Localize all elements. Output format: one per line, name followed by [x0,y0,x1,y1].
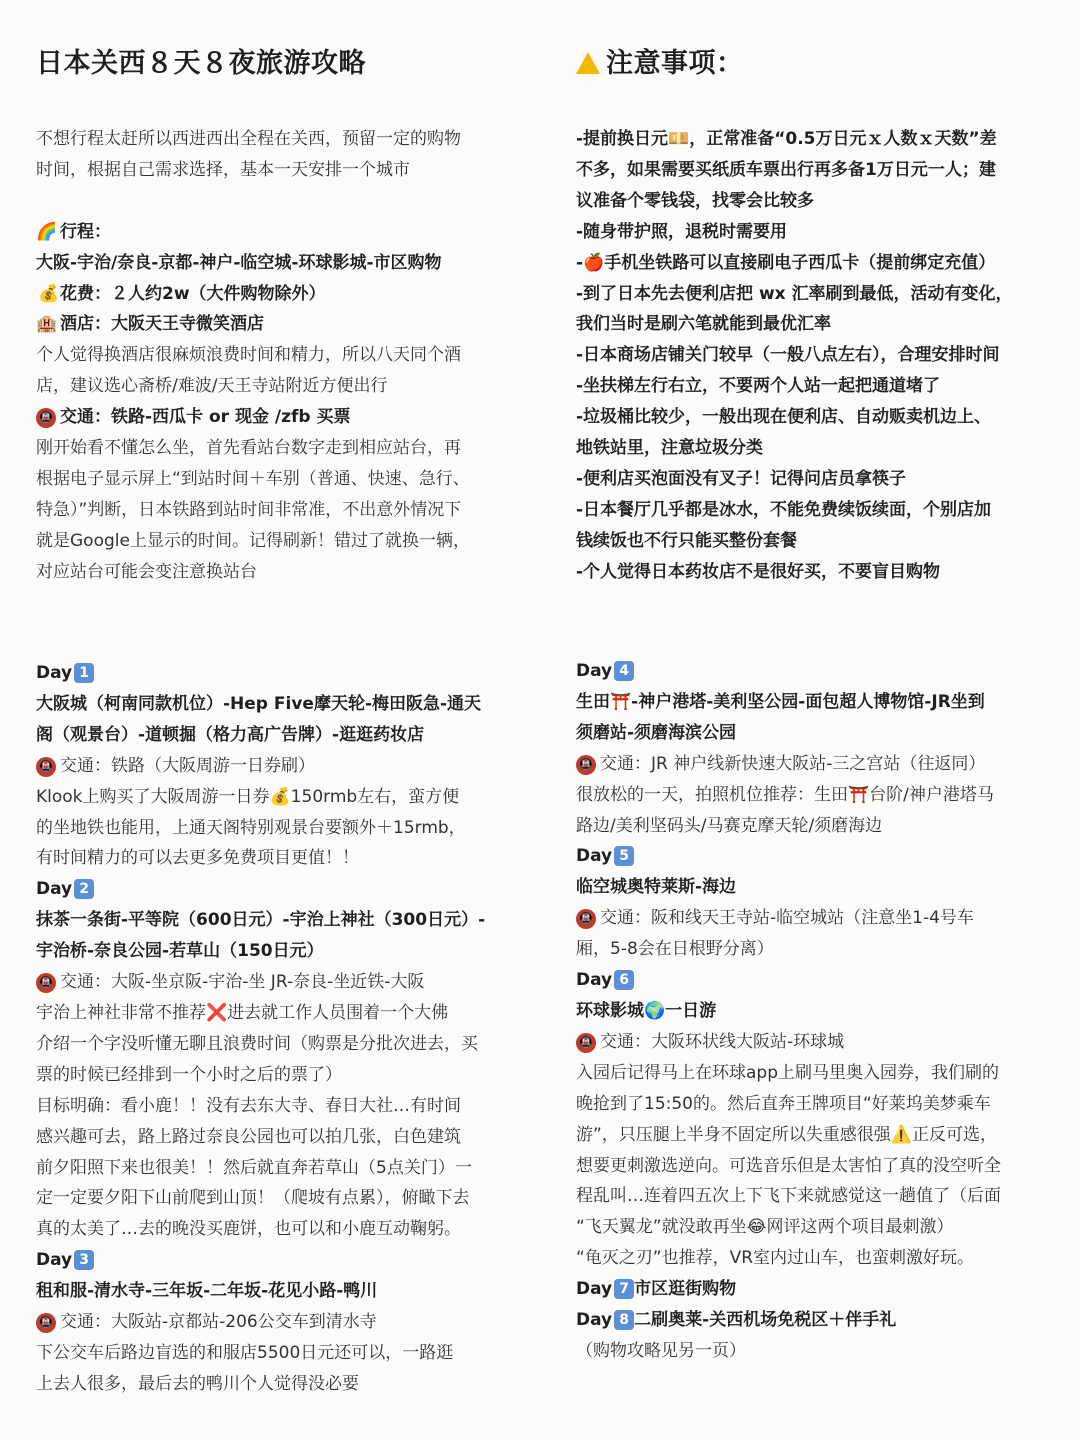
note-line: -随身带护照，退税时需要用 [576,221,788,242]
rainbow-icon: 🌈 [36,221,58,242]
day-2-transport: 🚇 交通：大阪-坐京阪-宇治-坐 JR-奈良-坐近铁-大阪 [36,967,516,998]
itinerary-transport: 🚇 交通：铁路-西瓜卡 or 现金 /zfb 买票 [36,402,516,433]
day-5-transport: 🚇 交通：阪和线天王寺站-临空城站（注意坐1-4号车 [576,903,1052,934]
day-number-badge: 1 [74,663,94,683]
hotel-note: 店，建议选心斋桥/难波/天王寺站附近方便出行 [36,376,388,397]
transport-note: 刚开始看不懂怎么坐，首先看站台数字走到相应站台，再 [36,438,461,459]
day-2-note: 真的太美了…去的晚没买鹿饼，也可以和小鹿互动鞠躬。 [36,1219,461,1240]
note-line: 议准备个零钱袋，找零会比较多 [576,190,814,211]
day-4-route: 须磨站-须磨海滨公园 [576,722,737,743]
day-6-route: 环球影城🌍一日游 [576,1000,717,1021]
day-6-note: “龟灭之刃”也推荐，VR室内过山车，也蛮刺激好玩。 [576,1248,975,1269]
note-line: -个人觉得日本药妆店不是很好买，不要盲目购物 [576,561,941,582]
right-bottom-column [576,656,1052,1367]
transport-note: 就是Google上显示的时间。记得刷新！错过了就换一辆， [36,530,470,551]
day-4-route: 生田⛩️-神户港塔-美利坚公园-面包超人博物馆-JR坐到 [576,691,985,712]
train-icon: 🚇 [36,973,56,993]
train-icon: 🚇 [576,755,596,775]
day-6-note: 晚抢到了15:50的。然后直奔王牌项目“好莱坞美梦乘车 [576,1093,991,1114]
hotel-icon: 🏨 [36,314,58,335]
day-number-badge: 6 [614,970,634,990]
day-1-note: 的坐地铁也能用，上通天阁特别观景台要额外＋15rmb， [36,817,466,838]
day-5-heading: Day 5 [576,841,1052,872]
day-3-note: 上去人很多，最后去的鸭川个人觉得没必要 [36,1373,359,1394]
day-number-badge: 8 [614,1310,634,1330]
day-8-note: （购物攻略见另一页） [576,1340,746,1361]
itinerary-cost: 💰花费：２人约2w（大件购物除外） [36,279,516,310]
day-2-note: 定一定要夕阳下山前爬到山顶！（爬坡有点累），俯瞰下去 [36,1188,470,1209]
left-bottom-column [36,658,516,1400]
intro-line: 不想行程太赶所以西进西出全程在关西，预留一定的购物 [36,129,461,149]
day-3-note: 下公交车后路边盲选的和服店5500日元还可以，一路逛 [36,1342,454,1363]
day-number-badge: 5 [614,846,634,866]
train-icon: 🚇 [36,408,56,428]
note-line: 地铁站里，注意垃圾分类 [576,438,763,459]
train-icon: 🚇 [576,1033,596,1053]
train-icon: 🚇 [576,909,596,929]
day-4-note: 路边/美利坚码头/马赛克摩天轮/须磨海边 [576,815,883,836]
day-6-note: 入园后记得马上在环球app上刷马里奥入园券，我们刷的 [576,1062,999,1083]
note-line: -日本餐厅几乎都是冰水，不能免费续饭续面，个别店加 [576,499,992,520]
left-top-column [36,44,516,588]
day-1-transport: 🚇 交通：铁路（大阪周游一日券刷） [36,751,516,782]
intro-line: 时间，根据自己需求选择，基本一天安排一个城市 [36,159,410,180]
note-line: -垃圾桶比较少，一般出现在便利店、自动贩卖机边上、 [576,407,992,428]
note-line: -便利店买泡面没有叉子！记得问店员拿筷子 [576,468,907,489]
day-1-note: Klook上购买了大阪周游一日券💰150rmb左右，蛮方便 [36,786,460,807]
note-line: -🍎手机坐铁路可以直接刷电子西瓜卡（提前绑定充值） [576,252,996,273]
day-number-badge: 3 [74,1250,94,1270]
day-8-heading: Day 8 二刷奥莱-关西机场免税区＋伴手礼 [576,1310,897,1331]
day-number-badge: 7 [614,1279,634,1299]
day-2-note: 宇治上神社非常不推荐❌进去就工作人员围着一个大佛 [36,1002,449,1023]
page-title: 日本关西８天８夜旅游攻略 [36,48,366,79]
day-2-route: 宇治桥-奈良公园-若草山（150日元） [36,941,324,962]
warning-icon [576,52,600,74]
day-1-note: 有时间精力的可以去更多免费项目更值！！ [36,848,359,869]
day-2-note: 票的时候已经排到一个小时之后的票了） [36,1064,342,1085]
day-2-note: 目标明确：看小鹿！！没有去东大寺、春日大社…有时间 [36,1095,461,1116]
day-4-note: 很放松的一天，拍照机位推荐：生田⛩️台阶/神户港塔马 [576,784,994,805]
transport-note: 特急）”判断，日本铁路到站时间非常准，不出意外情况下 [36,499,462,520]
itinerary-hotel: 🏨 酒店：大阪天王寺微笑酒店 [36,309,516,340]
day-number-badge: 2 [74,879,94,899]
day-1-heading: Day 1 [36,658,516,689]
hotel-note: 个人觉得换酒店很麻烦浪费时间和精力，所以八天同个酒 [36,345,461,366]
note-line: 我们当时是刷六笔就能到最优汇率 [576,314,831,335]
note-line: -坐扶梯左行右立，不要两个人站一起把通道堵了 [576,376,941,397]
day-2-note: 感兴趣可去，路上路过奈良公园也可以拍几张，白色建筑 [36,1126,461,1147]
train-icon: 🚇 [36,1313,56,1333]
day-6-note: 程乱叫…连着四五次上下飞下来就感觉这一趟值了（后面 [576,1186,1001,1207]
day-1-route: 大阪城（柯南同款机位）-Hep Five摩天轮-梅田阪急-通天 [36,693,482,714]
right-top-column [576,44,1052,588]
day-8-route: 二刷奥莱-关西机场免税区＋伴手礼 [634,1310,897,1331]
day-3-route: 租和服-清水寺-三年坂-二年坂-花见小路-鸭川 [36,1281,378,1302]
day-2-heading: Day 2 [36,874,516,905]
notes-title: 注意事项： [576,44,1052,84]
train-icon: 🚇 [36,757,56,777]
note-line: 不多，如果需要买纸质车票出行再多备1万日元一人；建 [576,159,996,180]
day-number-badge: 4 [614,661,634,681]
day-3-transport: 🚇 交通：大阪站-京都站-206公交车到清水寺 [36,1307,516,1338]
day-2-note: 前夕阳照下来也很美！！然后就直奔若草山（5点关门）一 [36,1157,472,1178]
day-6-note: 想要更刺激选逆向。可选音乐但是太害怕了真的没空听全 [576,1155,1001,1176]
day-5-route: 临空城奥特莱斯-海边 [576,877,737,898]
note-line: -提前换日元💴，正常准备“0.5万日元ｘ人数ｘ天数”差 [576,129,997,149]
day-2-note: 介绍一个字没听懂无聊且浪费时间（购票是分批次进去，买 [36,1033,478,1054]
day-7-heading: Day 7 市区逛街购物 [576,1279,737,1300]
transport-note: 对应站台可能会变注意换站台 [36,561,257,582]
day-1-route: 阁（观景台）-道顿掘（格力高广告牌）-逛逛药妆店 [36,724,425,745]
itinerary-heading: 🌈 行程： [36,217,516,248]
day-6-note: “飞天翼龙”就没敢再坐😂网评这两个项目最刺激） [576,1217,954,1238]
day-3-heading: Day 3 [36,1245,516,1276]
day-2-route: 抹茶一条街-平等院（600日元）-宇治上神社（300日元）- [36,910,486,931]
note-line: -到了日本先去便利店把 wx 汇率刷到最低，活动有变化， [576,283,1013,304]
day-4-heading: Day 4 [576,656,1052,687]
note-line: 钱续饭也不行只能买整份套餐 [576,530,797,551]
day-4-transport: 🚇 交通：JR 神户线新快速大阪站-三之宫站（往返同） [576,749,1052,780]
note-line: -日本商场店铺关门较早（一般八点左右），合理安排时间 [576,345,1000,366]
day-7-route: 市区逛街购物 [634,1279,737,1300]
transport-note: 根据电子显示屏上“到站时间＋车别（普通、快速、急行、 [36,468,470,489]
day-6-transport: 🚇 交通：大阪环状线大阪站-环球城 [576,1027,1052,1058]
day-6-note: 游”，只压腿上半身不固定所以失重感很强⚠️正反可选， [576,1124,997,1145]
day-6-heading: Day 6 [576,965,1052,996]
itinerary-route: 大阪-宇治/奈良-京都-神户-临空城-环球影城-市区购物 [36,252,442,273]
day-5-note: 厢，5-8会在日根野分离） [576,939,774,960]
money-bag-icon: 💰 [38,283,60,304]
